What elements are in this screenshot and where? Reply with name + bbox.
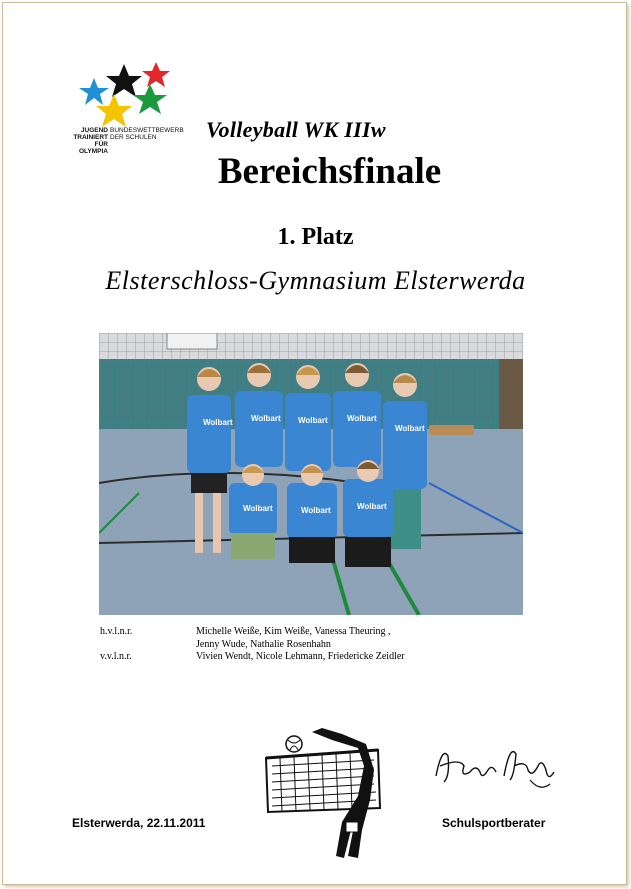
jersey-text-8: Wolbart [357,502,387,511]
certificate-title: Bereichsfinale [217,151,442,192]
row-label [100,639,196,652]
jersey-text-3: Wolbart [298,416,328,425]
jersey-text-4: Wolbart [347,414,377,423]
school-name: Elsterschloss-Gymnasium Elsterwerda [105,266,526,295]
jersey-text-2: Wolbart [251,414,281,423]
star-blue-icon [79,78,109,105]
logo-text-left: JUGEND TRAINIERT FÜR OLYMPIA [73,127,108,155]
signer-role: Schulsportberater [442,816,546,830]
star-red-icon [142,62,170,87]
row-label: v.v.l.n.r. [100,651,132,662]
star-yellow-icon [96,94,132,127]
team-names [100,626,560,664]
volleyball-player-icon [262,726,400,864]
star-black-icon [106,64,142,97]
signature-icon [430,736,560,796]
placement: 1. Platz [277,224,354,250]
row-label: h.v.l.n.r. [100,626,133,637]
logo-text-right: BUNDESWETTBEWERB DER SCHULEN [110,127,184,141]
row-names: Vivien Wendt, Nicole Lehmann, Friedericke Zeidler [196,651,405,662]
team-row [100,626,560,639]
team-photo [99,333,523,615]
jersey-text-5: Wolbart [395,424,425,433]
event-subtitle: Volleyball WK IIIw [206,117,386,142]
team-row [100,639,560,652]
row-names: Michelle Weiße, Kim Weiße, Vanessa Theuring , [196,626,391,637]
jersey-text-7: Wolbart [301,506,331,515]
team-row [100,651,560,664]
jersey-text-6: Wolbart [243,504,273,513]
star-green-icon [133,84,167,114]
jersey-text-1: Wolbart [203,418,233,427]
row-names: Jenny Wude, Nathalie Rosenhahn [196,638,331,650]
place-date: Elsterwerda, 22.11.2011 [72,816,206,830]
